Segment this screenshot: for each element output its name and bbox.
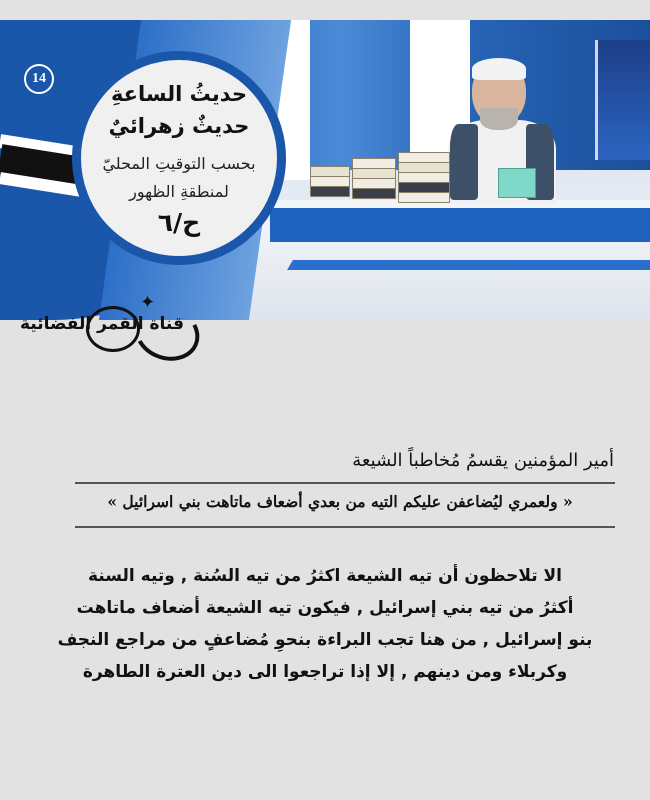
episode-number-badge: 14 [24, 64, 54, 94]
body-line: وكربلاء ومن دينهم , إلا إذا تراجعوا الى دين العترة الطاهرة [82, 662, 568, 682]
body-text [44, 560, 606, 688]
divider [75, 482, 615, 484]
subtitle-line-1: بحسب التوقيتِ المحليّ [102, 154, 256, 173]
part-label: ح/٦ [157, 208, 201, 237]
body-line: الا تلاحظون أن تيه الشيعة اكثرُ من تيه السُنة , وتيه السنة [87, 566, 563, 586]
body-line: أكثرُ من تيه بني إسرائيل , فيكون تيه الشيعة أضعاف ماتاهت [76, 598, 574, 618]
section-heading: أمير المؤمنين يقسمُ مُخاطباً الشيعة [352, 450, 614, 471]
body-line: بنو إسرائيل , من هنا تجب البراءة بنحوِ مُضاعفٍ من مراجع النجف [57, 630, 593, 650]
divider [75, 526, 615, 528]
subtitle-line-2: لمنطقةِ الظهور [129, 182, 229, 201]
hadith-quote: « ولعمري ليُضاعفن عليكم التيه من بعدي أضعاف ماتاهت بني اسرائيل » [107, 492, 573, 511]
title-line-2: حديثٌ زهرائيٌ [108, 114, 250, 138]
channel-logo [16, 292, 184, 358]
title-line-1: حديثُ الساعةِ [110, 82, 248, 106]
title-circle [72, 51, 286, 265]
episode-banner [0, 20, 650, 320]
logo-text: قناة القمر الفضائية [20, 314, 184, 334]
star-icon: ✦ [140, 292, 156, 313]
